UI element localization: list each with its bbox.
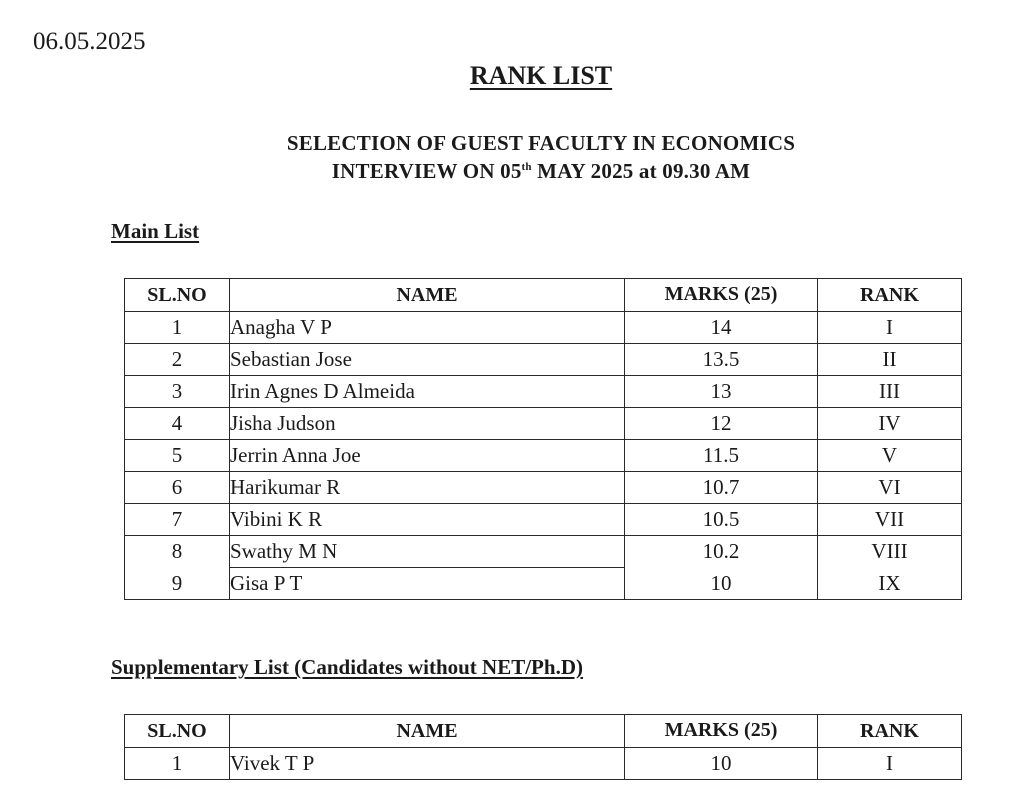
subtitle-interview [0, 159, 1024, 184]
row-marks: 10.2 [625, 536, 818, 568]
row-marks: 10.5 [625, 504, 818, 536]
row-rank: VIII [818, 536, 962, 568]
row-slno: 4 [125, 408, 230, 440]
row-slno: 3 [125, 376, 230, 408]
table-row [125, 344, 962, 376]
row-marks: 10.7 [625, 472, 818, 504]
column-header-name: NAME [230, 279, 625, 312]
row-slno: 8 [125, 536, 230, 568]
column-header-slno: SL.NO [125, 715, 230, 748]
row-rank: II [818, 344, 962, 376]
row-name: Jerrin Anna Joe [230, 440, 625, 472]
row-marks: 13 [625, 376, 818, 408]
column-header-marks: MARKS (25) [625, 715, 818, 748]
table-row [125, 440, 962, 472]
row-marks: 13.5 [625, 344, 818, 376]
row-rank: VII [818, 504, 962, 536]
supplementary-list-body [125, 748, 962, 780]
table-row [125, 748, 962, 780]
row-name: Vibini K R [230, 504, 625, 536]
row-slno: 1 [125, 312, 230, 344]
row-slno: 1 [125, 748, 230, 780]
table-header-row [125, 279, 962, 312]
subtitle-selection: SELECTION OF GUEST FACULTY IN ECONOMICS [286, 131, 796, 155]
document-date: 06.05.2025 [33, 28, 146, 55]
row-name: Gisa P T [230, 568, 625, 600]
column-header-marks: MARKS (25) [625, 279, 818, 312]
row-marks: 14 [625, 312, 818, 344]
row-name: Swathy M N [230, 536, 625, 568]
table-row [125, 504, 962, 536]
row-slno: 2 [125, 344, 230, 376]
row-marks: 10 [625, 748, 818, 780]
supplementary-list-heading: Supplementary List (Candidates without NET/Ph.D) [111, 655, 583, 679]
subtitle-interview-post: MAY 2025 at 09.30 AM [531, 159, 751, 183]
subtitle-interview-pre: INTERVIEW ON 05 [331, 159, 522, 183]
row-slno: 9 [125, 568, 230, 600]
row-marks: 11.5 [625, 440, 818, 472]
main-list-table [124, 278, 962, 600]
table-header-row [125, 715, 962, 748]
table-row [125, 472, 962, 504]
supplementary-list-table [124, 714, 962, 780]
row-marks: 10 [625, 568, 818, 600]
row-rank: I [818, 748, 962, 780]
row-slno: 6 [125, 472, 230, 504]
row-rank: VI [818, 472, 962, 504]
row-name: Vivek T P [230, 748, 625, 780]
main-list-body [125, 312, 962, 600]
row-name: Sebastian Jose [230, 344, 625, 376]
row-slno: 7 [125, 504, 230, 536]
row-marks: 12 [625, 408, 818, 440]
row-rank: III [818, 376, 962, 408]
row-name: Jisha Judson [230, 408, 625, 440]
row-slno: 5 [125, 440, 230, 472]
row-rank: IV [818, 408, 962, 440]
column-header-rank: RANK [818, 279, 962, 312]
table-row [125, 568, 962, 600]
main-list-heading: Main List [111, 219, 200, 243]
column-header-slno: SL.NO [125, 279, 230, 312]
table-row [125, 408, 962, 440]
table-row [125, 312, 962, 344]
row-rank: IX [818, 568, 962, 600]
row-name: Harikumar R [230, 472, 625, 504]
subtitle-interview-sup: th [521, 161, 532, 173]
row-rank: V [818, 440, 962, 472]
page-title [0, 61, 1024, 91]
page-title-text: RANK LIST [469, 61, 613, 90]
row-name: Anagha V P [230, 312, 625, 344]
row-name: Irin Agnes D Almeida [230, 376, 625, 408]
column-header-name: NAME [230, 715, 625, 748]
table-row [125, 536, 962, 568]
column-header-rank: RANK [818, 715, 962, 748]
table-row [125, 376, 962, 408]
row-rank: I [818, 312, 962, 344]
